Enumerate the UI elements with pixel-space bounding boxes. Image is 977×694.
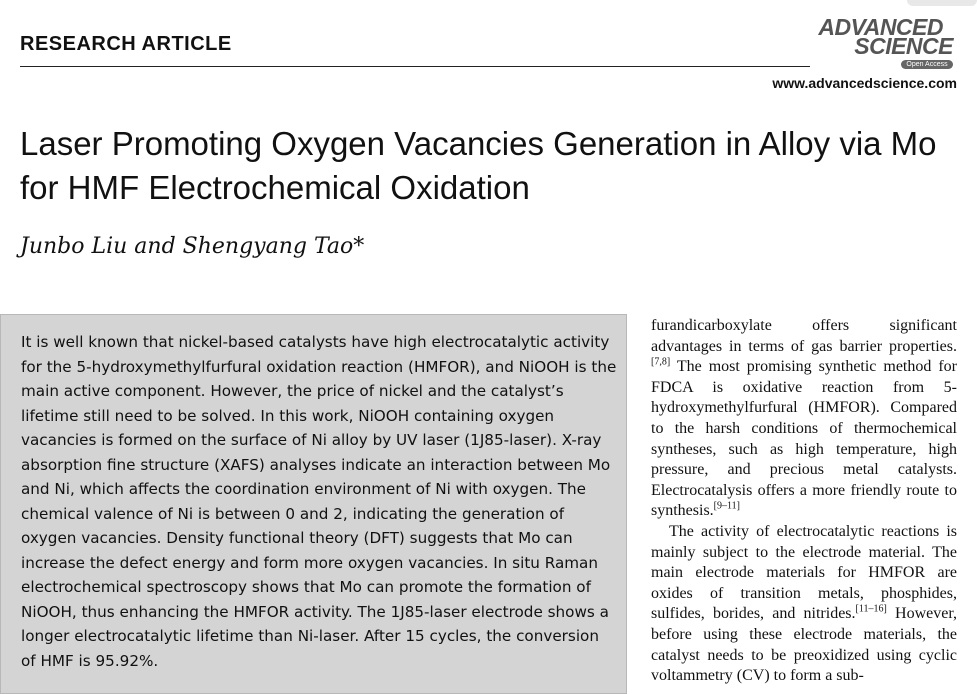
citation-ref[interactable]: [11–16]: [855, 603, 887, 615]
journal-website-link[interactable]: www.advancedscience.com: [772, 75, 957, 91]
abstract-box: [0, 314, 627, 694]
body-paragraph-2: The activity of electrocatalytic reactions is mainly subject to the electrode material. The main electrode materials for HMFOR are oxides of transition metals, phosphides, sulfides, borides, and nitrides.[11–16] However, before using these electrode materials, the catalyst needs to be preoxidized using cyclic voltammetry (CV) to form a sub-: [651, 522, 958, 685]
logo-text-advanced: ADVANCED: [818, 14, 943, 40]
citation-ref[interactable]: [7,8]: [651, 356, 671, 368]
section-label: RESEARCH ARTICLE: [20, 33, 232, 55]
article-title: Laser Promoting Oxygen Vacancies Generation in Alloy via Mo for HMF Electrochemical Oxidation: [20, 125, 937, 206]
article-authors: Junbo Liu and Shengyang Tao*: [20, 234, 365, 259]
citation-ref[interactable]: [9–11]: [713, 501, 740, 513]
journal-logo[interactable]: [810, 14, 955, 74]
body-paragraph-1: furandicarboxylate offers significant advantages in terms of gas barrier properties.[7,8] The most promising synthetic method for FDCA is oxidative reaction from 5-hydroxymethylfurfural (HMFOR). Compared to the harsh conditions of thermochemical syntheses, such as high temperature, high pressure, and precious metal catalysts. Electrocatalysis offers a more friendly route to synthesis.[9–11]: [651, 317, 957, 520]
open-access-badge: Open Access: [901, 60, 953, 69]
logo-text-science: SCIENCE: [854, 33, 953, 59]
abstract-text: It is well known that nickel-based catalysts have high electrocatalytic activity for the 5-hydroxymethylfurfural oxidation reaction (HMFOR), and NiOOH is the main active component. However, the price of nickel and the catalyst’s lifetime still need to be solved. In this work, NiOOH containing oxygen vacancies is formed on the surface of Ni alloy by UV laser (1J85-laser). X-ray absorption fine structure (XAFS) analyses indicate an interaction between Mo and Ni, which affects the coordination environment of Ni with oxygen. The chemical valence of Ni is between 0 and 2, indicating the generation of oxygen vacancies. Density functional theory (DFT) suggests that Mo can increase the defect energy and form more oxygen vacancies. In situ Raman electrochemical spectroscopy shows that Mo can promote the formation of NiOOH, thus enhancing the HMFOR activity. The 1J85-laser electrode shows a longer electrocatalytic lifetime than Ni-laser. After 15 cycles, the conversion of HMF is 95.92%.: [21, 333, 617, 670]
body-text-column: [651, 316, 957, 687]
browser-corner-tab: [907, 0, 977, 6]
header-divider: [20, 66, 810, 67]
